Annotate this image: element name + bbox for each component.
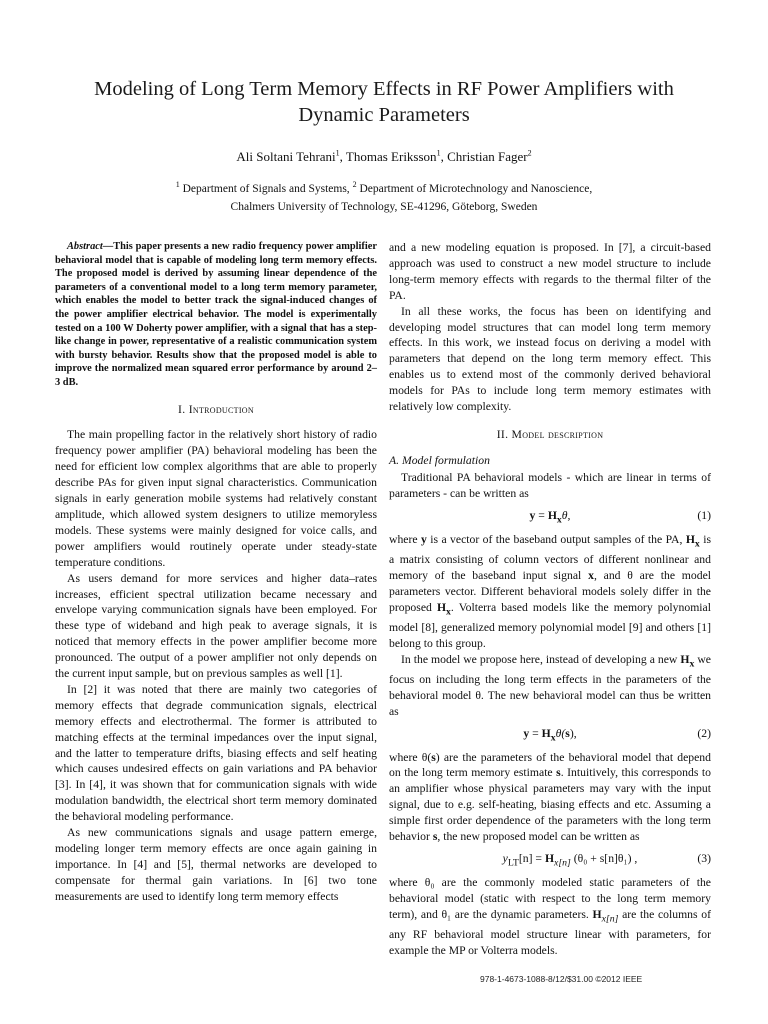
paper-title: Modeling of Long Term Memory Effects in RF Power Amplifiers with Dynamic Parameters — [94, 78, 674, 126]
abstract — [55, 240, 377, 390]
abstract-text: —This paper presents a new radio frequency power amplifier behavioral model that is capable of modeling long term memory effects. The proposed model is derived by assuming linear dependence of the parameters of a conventional model to a long term memory parameter, which enables the model to better track the signal-induced changes of the power amplifier electrical behavior. The model is experimentally tested on a 100 W Doherty power amplifier, with a signal that has a step-like change in power, representative of a realistic communication system with bursty behavior. Results show that the proposed model is able to improve the normalized mean squared error performance by around 2–3 dB. — [55, 241, 377, 388]
section-heading-model-description: II. Model description — [496, 427, 604, 441]
author-affil-mark: 1 — [335, 148, 340, 158]
paragraph: where θ(s) are the parameters of the behavioral model that depend on the long term memory estimate s. Intuitively, this corresponds to an amplifier whose physical parameters may vary with the input signal, due to e.g. self-heating, biasing effects and etc. Assuming a simple first order dependence of the parameters with the long term behavior s, the new proposed model can be written as — [389, 750, 711, 844]
paragraph: where θ₀ are the commonly modeled static parameters of the behavioral model (static with respect to the long term memory term), and θ₁ are the dynamic parameters. $H_{x[n]}$ are the columns of any RF behavioral model structure linear with parameters, for example the MP or Volterra models. — [389, 875, 711, 957]
left-column — [55, 240, 377, 905]
paragraph: As new communications signals and usage pattern emerge, modeling longer term memory effects are once again gaining in importance. In [4] and [5], thermal networks are developed to compensate for thermal gain variations. In [6] two tone measurements are used to identify long term memory effects — [55, 826, 377, 903]
affiliation-line-1: $^1$ Department of Signals and Systems, $^2$ Department of Microtechnology and Nanoscience, — [175, 180, 593, 195]
subsection-heading: A. Model formulation — [389, 453, 490, 467]
affiliations — [60, 180, 708, 216]
paragraph: The main propelling factor in the relatively short history of radio frequency power amplifier (PA) behavioral modeling has been the need for efficient low complex algorithms that are able to properly describe PAs for given input signal characteristics. Communication signals in early generation mobile systems had relatively constant amplitude, which allowed system designers to utilize memoryless models. These systems were mainly designed for voice calls, and power amplifiers would routinely operate under steady-state temperature conditions. — [55, 428, 377, 569]
paragraph: In the model we propose here, instead of developing a new $H_x$ we focus on including the long term effects in the parameters of the behavioral model θ. The new behavioral model can thus be written as — [389, 652, 711, 718]
equation-2: $y = H_x\theta(s)$, (2) — [523, 726, 711, 743]
paragraph: and a new modeling equation is proposed. In [7], a circuit-based approach was used to construct a new model structure to include long-term memory effects with regards to the thermal filter of the PA. — [389, 241, 711, 302]
author-name: Ali Soltani Tehrani — [236, 149, 336, 164]
abstract-label: Abstract — [67, 241, 103, 252]
equation-number: (1) — [697, 508, 711, 522]
affiliation-line-2: Chalmers University of Technology, SE-41296, Göteborg, Sweden — [230, 201, 538, 213]
equation-1: $y = H_x\theta$, (1) — [529, 508, 711, 525]
section-heading-introduction: I. Introduction — [178, 402, 254, 416]
author-affil-mark: 1 — [436, 148, 441, 158]
copyright-footer: 978-1-4673-1088-8/12/$31.00 ©2012 IEEE — [480, 974, 643, 984]
equation-3: $y_{LT}[n] = H_{x[n]}$ (θ₀ + s[n]θ₁) , (3) — [502, 851, 711, 869]
equation-number: (2) — [697, 726, 711, 740]
paragraph: In all these works, the focus has been on identifying and developing model structures that can model long term memory effects. In this work, we instead focus on deriving a model with parameters that depend on the long term memory effect. This enables us to extend most of the commonly derived behavioral models for PAs to include long term memory estimates with relatively low complexity. — [389, 304, 711, 414]
paragraph: where y is a vector of the baseband output samples of the PA, $H_x$ is a matrix consisting of column vectors of different nonlinear and memory of the baseband input signal x, and θ are the model parameters vector. Different behavioral models solely differ in the proposed $H_x$. Volterra based models like the memory polynomial model [8], generalized memory polynomial model [9] and others [1] belong to this group. — [389, 532, 711, 650]
right-column — [389, 240, 711, 959]
paragraph: In [2] it was noted that there are mainly two categories of memory effects that degrade communication signals, electrical memory effects and electrothermal. The former is attributed to matching effects at the terminal impedances over the input signal, and the latter to temperature drifts, biasing effects and self heating which causes undesired effects on gain variations and PA behavior [3]. In [4], it was shown that for communication signals with wide modulation bandwidth, the electrical short term memory dominated the behavioral modeling performance. — [55, 682, 377, 824]
author-name: Thomas Eriksson — [345, 149, 437, 164]
paragraph: As users demand for more services and higher data–rates increases, efficient spectral utilization became necessary and envelope varying communication signals have been employed. For these type of wideband and high peak to average signals, it is noticed that memory effects in the power amplifier become more pronounced. The output of a power amplifier not only depends on the current input sample, but on previous samples as well [1]. — [55, 571, 377, 681]
author-affil-mark: 2 — [527, 148, 532, 158]
equation-number: (3) — [697, 851, 711, 865]
paragraph: Traditional PA behavioral models - which are linear in terms of parameters - can be written as — [389, 470, 711, 500]
author-name: Christian Fager — [447, 149, 528, 164]
author-list: Ali Soltani Tehrani$^1$, Thomas Eriksson$^1$, Christian Fager$^2$ — [236, 148, 532, 164]
